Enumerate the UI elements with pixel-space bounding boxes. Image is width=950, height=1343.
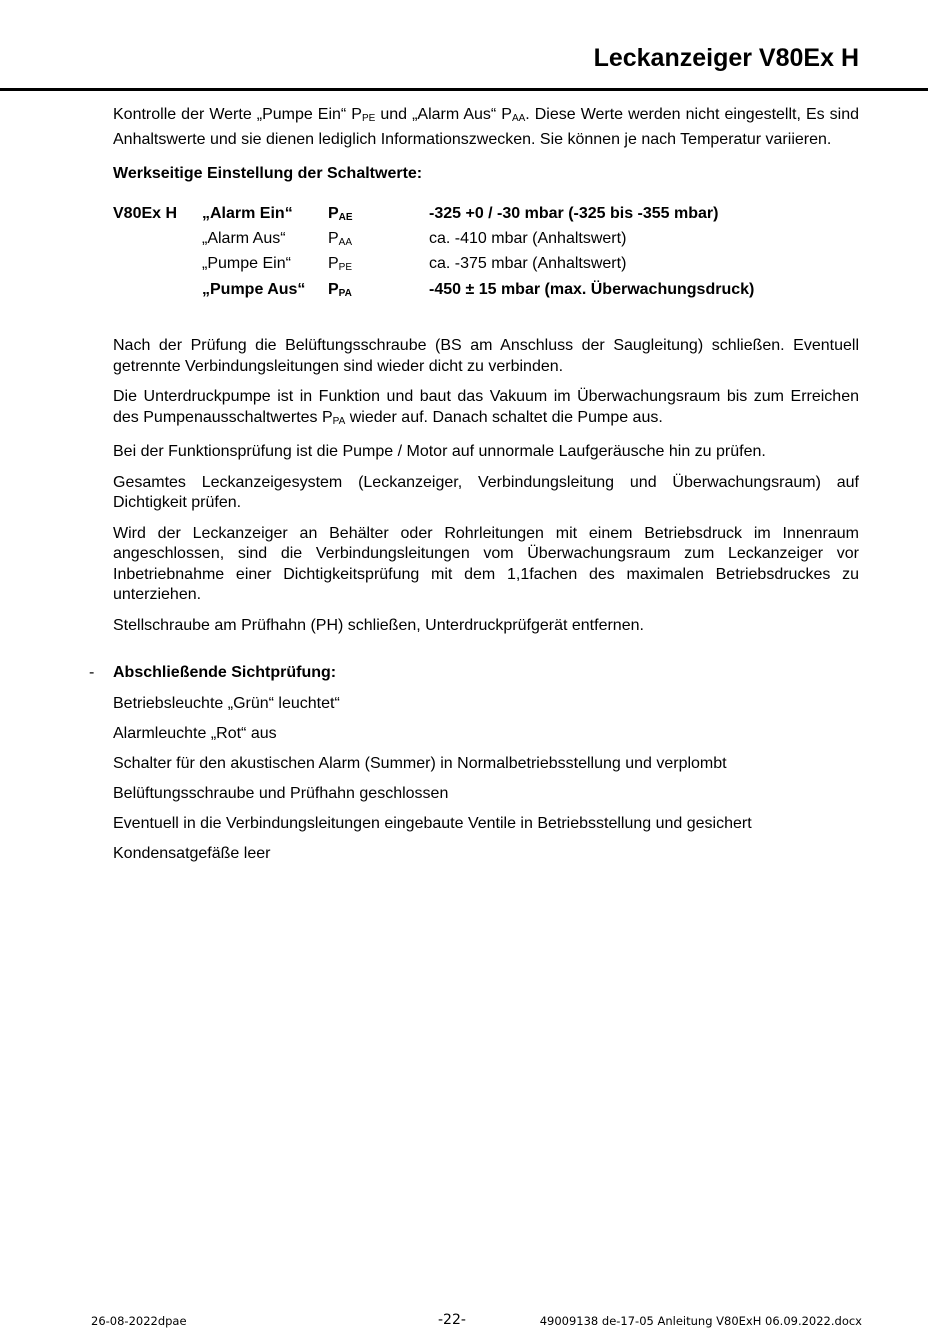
intro-paragraph xyxy=(113,105,859,150)
visual-check-list xyxy=(113,693,752,873)
paragraph-function-test: Bei der Funktionsprüfung ist die Pumpe / Motor auf unnormale Laufgeräusche hin zu prüfen. xyxy=(113,443,766,460)
paragraph-pressure-test: Wird der Leckanzeiger an Behälter oder Rohrleitungen mit einem Betriebsdruck im Innenraum angeschlossen, sind die Verbindungsleitungen vom Überwachungsraum zum Leckanzeiger vor Inbetriebnahme einer Dichtigkeitsprüfung mit dem 1,1fachen des maximalen Betriebsdruckes zu unterziehen. xyxy=(113,524,859,603)
list-item: Alarmleuchte „Rot“ aus xyxy=(113,725,277,742)
visual-check-heading: Abschließende Sichtprüfung: xyxy=(113,664,337,681)
settings-heading: Werkseitige Einstellung der Schaltwerte: xyxy=(113,165,423,182)
switch-value: -325 +0 / -30 mbar (-325 bis -355 mbar) xyxy=(429,205,719,222)
intro-sub-pe: PE xyxy=(361,113,376,124)
switch-symbol: $P_{PA}$ xyxy=(328,281,352,299)
list-dash: - xyxy=(89,664,95,681)
footer-date: 26-08-2022dpae xyxy=(91,1314,187,1328)
footer-document-id: 49009138 de-17-05 Anleitung V80ExH 06.09.2022.docx xyxy=(539,1314,862,1328)
page-number: -22- xyxy=(438,1312,466,1328)
paragraph-tightness: Gesamtes Leckanzeigesystem (Leckanzeiger, Verbindungsleitung und Überwachungsraum) auf Dichtigkeit prüfen. xyxy=(113,473,859,511)
switch-symbol: $P_{PE}$ xyxy=(328,255,353,273)
intro-text-1: Kontrolle der Werte „Pumpe Ein“ P xyxy=(113,106,362,123)
device-label: V80Ex H xyxy=(113,205,178,222)
list-item: Betriebsleuchte „Grün“ leuchtet“ xyxy=(113,695,340,712)
intro-text-2: und „Alarm Aus“ P xyxy=(375,106,512,123)
intro-section xyxy=(113,105,859,185)
paragraph-test-valve: Stellschraube am Prüfhahn (PH) schließen, Unterdruckprüfgerät entfernen. xyxy=(113,616,644,634)
paragraph-vacuum-pump: Die Unterdruckpumpe ist in Funktion und baut das Vakuum im Überwachungsraum bis zum Erreichen des Pumpenausschaltwertes $P_{PA}$ wieder auf. Danach schaltet die Pumpe aus. xyxy=(113,388,859,427)
switch-name: „Alarm Ein“ xyxy=(202,205,293,222)
paragraph-vent-screw: Nach der Prüfung die Belüftungsschraube (BS am Anschluss der Saugleitung) schließen. Eventuell getrennte Verbindungsleitungen sind wieder dicht zu verbinden. xyxy=(113,337,859,375)
intro-sub-aa: AA xyxy=(511,113,526,124)
switch-name: „Pumpe Ein“ xyxy=(202,255,291,272)
switch-value: ca. -410 mbar (Anhaltswert) xyxy=(429,230,627,247)
switch-value: -450 ± 15 mbar (max. Überwachungsdruck) xyxy=(429,281,755,298)
switch-symbol: $P_{AA}$ xyxy=(328,230,353,248)
switch-name: „Pumpe Aus“ xyxy=(202,281,306,298)
list-item: Schalter für den akustischen Alarm (Summer) in Normalbetriebsstellung und verplombt xyxy=(113,755,727,772)
header-divider xyxy=(0,88,928,91)
procedure-section xyxy=(113,336,859,636)
page-title: Leckanzeiger V80Ex H xyxy=(593,44,859,72)
intro-text-3: . Diese Werte werden nicht eingestellt, Es sind Anhaltswerte und sie dienen lediglich Informationszwecken. Sie können je nach Temperatur variieren. xyxy=(113,106,860,148)
switch-value: ca. -375 mbar (Anhaltswert) xyxy=(429,255,627,272)
list-item: Kondensatgefäße leer xyxy=(113,845,271,862)
list-item: Belüftungsschraube und Prüfhahn geschlossen xyxy=(113,785,449,802)
switch-name: „Alarm Aus“ xyxy=(202,230,286,247)
list-item: Eventuell in die Verbindungsleitungen eingebaute Ventile in Betriebsstellung und gesichert xyxy=(113,815,752,832)
switch-symbol: $P_{AE}$ xyxy=(328,205,353,223)
